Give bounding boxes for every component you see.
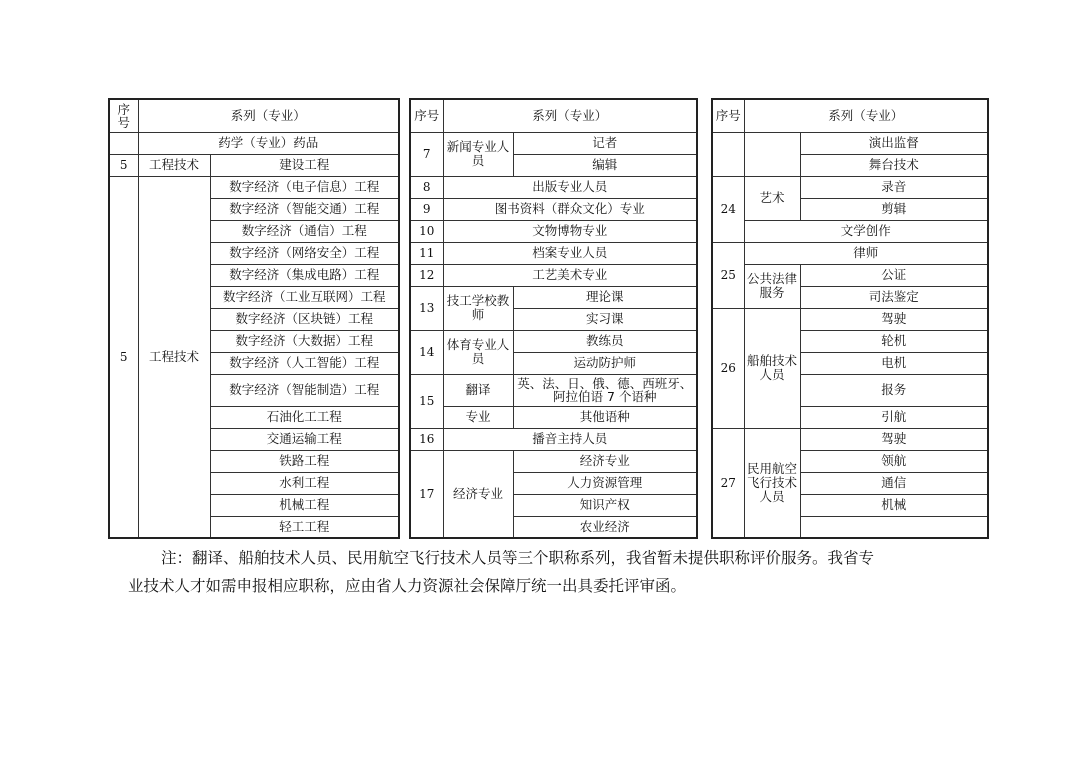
header-series: 系列（专业）: [744, 99, 988, 132]
table-cell: 公证: [800, 264, 988, 286]
category-cell: 工程技术: [138, 176, 210, 538]
table-cell: 数字经济（智能交通）工程: [210, 198, 399, 220]
seq-number: 25: [712, 242, 744, 308]
table-cell: 机械: [800, 494, 988, 516]
category-cell: 工程技术: [138, 154, 210, 176]
table-cell: 记者: [513, 132, 697, 154]
table-cell: 经济专业: [513, 450, 697, 472]
empty-cell: [109, 132, 138, 154]
category-cell: 艺术: [744, 176, 800, 220]
table-cell: 实习课: [513, 308, 697, 330]
seq-number: 8: [410, 176, 443, 198]
table-cell: 农业经济: [513, 516, 697, 538]
table-cell: 编辑: [513, 154, 697, 176]
table-cell: 通信: [800, 472, 988, 494]
table-cell: 知识产权: [513, 494, 697, 516]
table-right: [711, 98, 989, 539]
footnote-line-1: 注：翻译、船舶技术人员、民用航空飞行技术人员等三个职称系列，我省暂未提供职称评价服务。我省专: [161, 549, 875, 567]
empty-cell: [712, 132, 744, 176]
category-cell: 经济专业: [443, 450, 513, 538]
seq-number: 16: [410, 428, 443, 450]
table-cell: 领航: [800, 450, 988, 472]
header-seq: 序号: [410, 99, 443, 132]
table-cell: 人力资源管理: [513, 472, 697, 494]
table-cell: 出版专业人员: [443, 176, 697, 198]
table-cell: 数字经济（大数据）工程: [210, 330, 399, 352]
seq-number: 7: [410, 132, 443, 176]
footnote-line-2: 业技术人才如需申报相应职称，应由省人力资源社会保障厅统一出具委托评审函。: [128, 577, 687, 595]
header-series: 系列（专业）: [443, 99, 697, 132]
seq-number: 17: [410, 450, 443, 538]
table-cell: 电机: [800, 352, 988, 374]
footnote: [128, 544, 948, 600]
empty-cell: [744, 132, 800, 176]
seq-number: 12: [410, 264, 443, 286]
table-cell: 其他语种: [513, 406, 697, 428]
table-cell: 驾驶: [800, 308, 988, 330]
table-left: [108, 98, 400, 539]
header-seq: 序号: [109, 99, 138, 132]
table-cell: 数字经济（电子信息）工程: [210, 176, 399, 198]
table-cell: 档案专业人员: [443, 242, 697, 264]
seq-number: 13: [410, 286, 443, 330]
table-cell: 引航: [800, 406, 988, 428]
seq-number: 27: [712, 428, 744, 538]
table-cell: 工艺美术专业: [443, 264, 697, 286]
category-cell: 体育专业人员: [443, 330, 513, 374]
table-cell: 剪辑: [800, 198, 988, 220]
table-cell: 录音: [800, 176, 988, 198]
table-cell: 英、法、日、俄、德、西班牙、阿拉伯语 7 个语种: [513, 374, 697, 406]
seq-number: 14: [410, 330, 443, 374]
table-cell: 运动防护师: [513, 352, 697, 374]
table-cell: 驾驶: [800, 428, 988, 450]
category-cell: 专业: [443, 406, 513, 428]
table-cell: 律师: [744, 242, 988, 264]
table-cell: 教练员: [513, 330, 697, 352]
category-cell: 新闻专业人员: [443, 132, 513, 176]
table-cell: 演出监督: [800, 132, 988, 154]
table-cell: 理论课: [513, 286, 697, 308]
table-cell: 数字经济（智能制造）工程: [210, 374, 399, 406]
table-cell: 水利工程: [210, 472, 399, 494]
table-cell: 报务: [800, 374, 988, 406]
category-cell: 船舶技术人员: [744, 308, 800, 428]
table-cell: 数字经济（通信）工程: [210, 220, 399, 242]
seq-number: 11: [410, 242, 443, 264]
table-cell: 数字经济（区块链）工程: [210, 308, 399, 330]
table-cell: 图书资料（群众文化）专业: [443, 198, 697, 220]
category-cell: 翻译: [443, 374, 513, 406]
table-cell: 文物博物专业: [443, 220, 697, 242]
table-cell: 轮机: [800, 330, 988, 352]
seq-number: 5: [109, 154, 138, 176]
empty-cell: [800, 516, 988, 538]
table-cell: 文学创作: [744, 220, 988, 242]
seq-number: 9: [410, 198, 443, 220]
header-series: 系列（专业）: [138, 99, 399, 132]
table-cell: 舞台技术: [800, 154, 988, 176]
seq-number: 5: [109, 176, 138, 538]
header-seq: 序号: [712, 99, 744, 132]
table-cell: 播音主持人员: [443, 428, 697, 450]
table-cell: 司法鉴定: [800, 286, 988, 308]
category-cell: 技工学校教师: [443, 286, 513, 330]
seq-number: 15: [410, 374, 443, 428]
table-cell: 数字经济（网络安全）工程: [210, 242, 399, 264]
table-cell: 石油化工工程: [210, 406, 399, 428]
table-cell: 数字经济（集成电路）工程: [210, 264, 399, 286]
category-cell: 公共法律服务: [744, 264, 800, 308]
table-cell: 数字经济（人工智能）工程: [210, 352, 399, 374]
seq-number: 24: [712, 176, 744, 242]
seq-number: 10: [410, 220, 443, 242]
table-cell: 轻工工程: [210, 516, 399, 538]
table-cell: 药学（专业）药品: [138, 132, 399, 154]
table-cell: 数字经济（工业互联网）工程: [210, 286, 399, 308]
table-cell: 机械工程: [210, 494, 399, 516]
table-cell: 铁路工程: [210, 450, 399, 472]
table-cell: 建设工程: [210, 154, 399, 176]
table-cell: 交通运输工程: [210, 428, 399, 450]
table-middle: [409, 98, 698, 539]
seq-number: 26: [712, 308, 744, 428]
category-cell: 民用航空飞行技术人员: [744, 428, 800, 538]
